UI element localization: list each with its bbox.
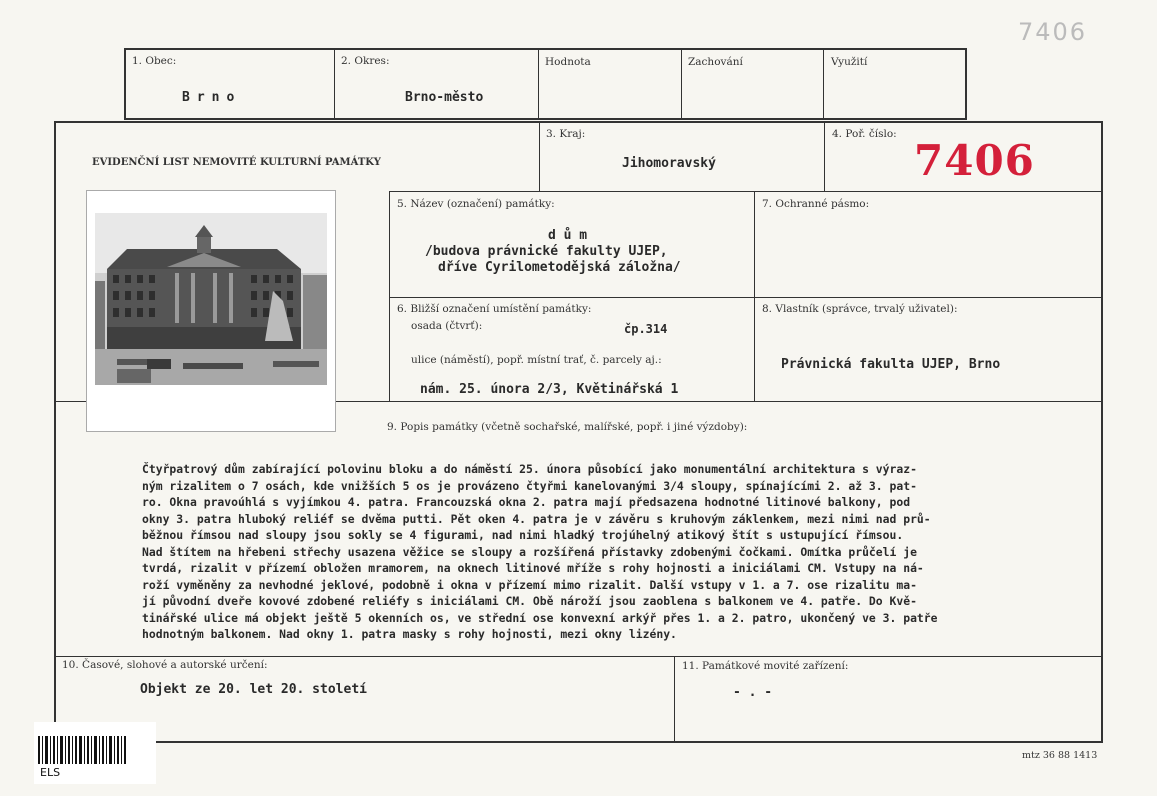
sheet-title: EVIDENČNÍ LIST NEMOVITÉ KULTURNÍ PAMÁTKY [92,157,381,168]
stamp-number: 7406 [914,136,1035,185]
obec-value: Brno [182,90,242,105]
zachovani-label: Zachování [688,56,743,68]
vlastnik-label: 8. Vlastník (správce, trvalý uživatel): [762,303,958,315]
hodnota-label: Hodnota [545,56,591,68]
osada-label: osada (čtvrť): [411,320,483,332]
barcode-text: ELS [40,766,61,779]
kraj-label: 3. Kraj: [546,128,586,140]
nazev-line-1: d ů m [548,228,588,243]
nazev-line-3: dříve Cyrilometodějská záložna/ [438,260,681,275]
building-photo [86,190,336,432]
obec-label: 1. Obec: [132,55,177,67]
nazev-line-2: /budova právnické fakulty UJEP, [425,244,668,259]
pasmo-label: 7. Ochranné pásmo: [762,198,870,210]
barcode [34,722,156,784]
zarizeni-value: - . - [733,685,773,700]
ulice-value: nám. 25. února 2/3, Květinářská 1 [420,382,679,397]
footer-code: mtz 36 88 1413 [1022,750,1098,761]
popis-label: 9. Popis památky (včetně sochařské, malířské, popř. i jiné výzdoby): [387,421,748,433]
nazev-label: 5. Název (označení) památky: [397,198,555,210]
cp-value: čp.314 [624,322,668,336]
popis-text: Čtyřpatrový dům zabírající polovinu bloku a do náměstí 25. února působící jako monumentální architektura s výraz- ným rizalitem o 7 osách, kde vnižších 5 os je provázeno čtyřmi kanelovanými 3/4 sloupy, spínajícími 2. až 3. pat- ro. Okna pravoúhlá s vyjímkou 4. patra. Francouzská okna 2. patra mají předsazena hodnotné litinové balkony, pod okny 3. patra hluboký reliéf se dvěma putti. Pět oken 4. patra je v závěru s kruhovým záklenkem, mezi nimi nad prů- běžnou římsou nad sloupy jsou sokly se 4 figurami, nad nimi hladký trojúhelný atikový štít s ustupující římsou. Nad štítem na hřebeni střechy usazena věžice se sloupy a rozšířená přístavky zdobenými čočkami. Omítka průčelí je tvrdá, rizalit v přízemí obložen mramorem, na oknech litinové mříže s rohy hojnosti a iniciálami CM. Vstupy na ná- roží vyměněny za nevhodné jeklové, podobně i okna v přízemí mimo rizalit. Další vstupy v 1. a 7. ose rizalitu ma- jí původní dveře kovové zdobené reliéfy s iniciálami CM. Obě nároží jsou zaoblena s balkonem ve 4. patře. Do Kvě- tinářské ulice má objekt ještě 5 okenních os, ve střední ose konvexní arkýř přes 1. a 2. patro, ukončený ve 3. patře hodnotným balkonem. Nad okny 1. patra masky s rohy hojnosti, mezi okny lizény. [142,462,938,641]
vyuziti-label: Využití [831,56,868,68]
umisteni-label: 6. Bližší označení umístění památky: [397,303,592,315]
okres-value: Brno-město [405,90,484,105]
handwritten-number: 7406 [1018,18,1088,46]
vlastnik-value: Právnická fakulta UJEP, Brno [781,357,1001,372]
kraj-value: Jihomoravský [622,156,716,171]
zarizeni-label: 11. Památkové movité zařízení: [682,660,849,672]
urceni-label: 10. Časové, slohové a autorské určení: [62,659,268,671]
por-cislo-label: 4. Poř. číslo: [832,128,897,140]
ulice-label: ulice (náměstí), popř. místní trať, č. parcely aj.: [411,354,662,366]
okres-label: 2. Okres: [341,55,390,67]
urceni-value: Objekt ze 20. let 20. století [140,682,367,697]
